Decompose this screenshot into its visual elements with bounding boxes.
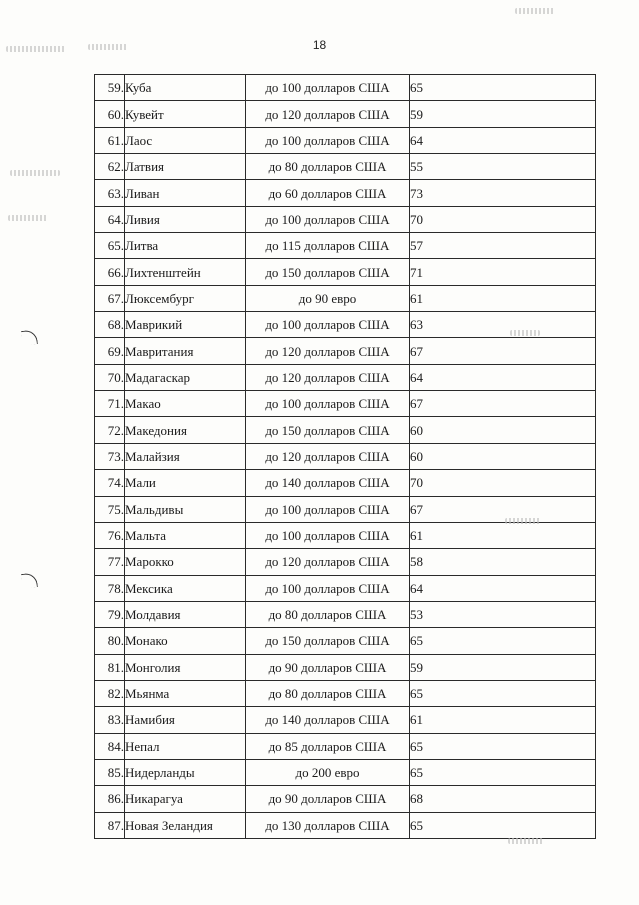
limit-value: до 80 долларов США: [246, 601, 410, 627]
country-name: Новая Зеландия: [125, 812, 246, 838]
count-value: 53: [410, 601, 596, 627]
count-value: 59: [410, 654, 596, 680]
count-value: 61: [410, 707, 596, 733]
row-number: 79.: [95, 601, 125, 627]
count-value: 65: [410, 75, 596, 101]
row-number: 86.: [95, 786, 125, 812]
count-value: 67: [410, 496, 596, 522]
limit-value: до 200 евро: [246, 759, 410, 785]
table-row: [95, 575, 596, 601]
row-number: 68.: [95, 312, 125, 338]
country-name: Ливан: [125, 180, 246, 206]
count-value: 67: [410, 338, 596, 364]
limit-value: до 150 долларов США: [246, 628, 410, 654]
table-row: [95, 338, 596, 364]
country-name: Макао: [125, 391, 246, 417]
table-row: [95, 443, 596, 469]
country-name: Мальдивы: [125, 496, 246, 522]
limit-value: до 120 долларов США: [246, 549, 410, 575]
table-row: [95, 154, 596, 180]
limit-value: до 85 долларов США: [246, 733, 410, 759]
limit-value: до 140 долларов США: [246, 707, 410, 733]
count-value: 58: [410, 549, 596, 575]
scan-noise: [505, 518, 541, 524]
country-name: Куба: [125, 75, 246, 101]
country-name: Лихтенштейн: [125, 259, 246, 285]
row-number: 87.: [95, 812, 125, 838]
row-number: 61.: [95, 127, 125, 153]
table-row: [95, 101, 596, 127]
limit-value: до 100 долларов США: [246, 391, 410, 417]
country-name: Ливия: [125, 206, 246, 232]
limit-value: до 150 долларов США: [246, 417, 410, 443]
row-number: 66.: [95, 259, 125, 285]
table-row: [95, 522, 596, 548]
table-row: [95, 733, 596, 759]
row-number: 82.: [95, 680, 125, 706]
country-name: Мальта: [125, 522, 246, 548]
country-name: Намибия: [125, 707, 246, 733]
count-value: 64: [410, 127, 596, 153]
count-value: 68: [410, 786, 596, 812]
limit-value: до 120 долларов США: [246, 443, 410, 469]
count-value: 55: [410, 154, 596, 180]
country-name: Кувейт: [125, 101, 246, 127]
limit-value: до 100 долларов США: [246, 127, 410, 153]
table-row: [95, 417, 596, 443]
margin-mark: [21, 329, 38, 346]
count-value: 60: [410, 443, 596, 469]
row-number: 83.: [95, 707, 125, 733]
table-row: [95, 391, 596, 417]
row-number: 84.: [95, 733, 125, 759]
row-number: 78.: [95, 575, 125, 601]
limit-value: до 130 долларов США: [246, 812, 410, 838]
limit-value: до 90 евро: [246, 285, 410, 311]
limit-value: до 100 долларов США: [246, 206, 410, 232]
table-row: [95, 364, 596, 390]
row-number: 81.: [95, 654, 125, 680]
table-row: [95, 233, 596, 259]
row-number: 76.: [95, 522, 125, 548]
row-number: 85.: [95, 759, 125, 785]
country-name: Мали: [125, 470, 246, 496]
row-number: 80.: [95, 628, 125, 654]
limit-value: до 120 долларов США: [246, 364, 410, 390]
limit-value: до 120 долларов США: [246, 338, 410, 364]
table-row: [95, 759, 596, 785]
count-value: 65: [410, 628, 596, 654]
country-name: Мексика: [125, 575, 246, 601]
table-row: [95, 127, 596, 153]
country-name: Мадагаскар: [125, 364, 246, 390]
country-name: Македония: [125, 417, 246, 443]
country-name: Лаос: [125, 127, 246, 153]
count-value: 65: [410, 759, 596, 785]
count-value: 61: [410, 285, 596, 311]
limit-value: до 60 долларов США: [246, 180, 410, 206]
row-number: 63.: [95, 180, 125, 206]
limit-value: до 100 долларов США: [246, 522, 410, 548]
country-name: Маврикий: [125, 312, 246, 338]
row-number: 75.: [95, 496, 125, 522]
count-value: 67: [410, 391, 596, 417]
count-value: 65: [410, 680, 596, 706]
count-value: 60: [410, 417, 596, 443]
margin-mark: [21, 572, 38, 589]
row-number: 69.: [95, 338, 125, 364]
table-row: [95, 628, 596, 654]
country-name: Непал: [125, 733, 246, 759]
count-value: 70: [410, 206, 596, 232]
limit-value: до 100 долларов США: [246, 496, 410, 522]
table-row: [95, 259, 596, 285]
table-row: [95, 601, 596, 627]
country-name: Малайзия: [125, 443, 246, 469]
country-name: Монако: [125, 628, 246, 654]
count-value: 61: [410, 522, 596, 548]
scan-noise: [510, 330, 540, 336]
country-table: [94, 74, 596, 839]
row-number: 72.: [95, 417, 125, 443]
country-name: Нидерланды: [125, 759, 246, 785]
row-number: 64.: [95, 206, 125, 232]
row-number: 59.: [95, 75, 125, 101]
table-row: [95, 470, 596, 496]
count-value: 73: [410, 180, 596, 206]
count-value: 64: [410, 575, 596, 601]
country-name: Марокко: [125, 549, 246, 575]
table-row: [95, 812, 596, 838]
table-row: [95, 549, 596, 575]
count-value: 59: [410, 101, 596, 127]
count-value: 63: [410, 312, 596, 338]
count-value: 65: [410, 812, 596, 838]
row-number: 60.: [95, 101, 125, 127]
table-row: [95, 180, 596, 206]
scan-noise: [10, 170, 60, 176]
row-number: 77.: [95, 549, 125, 575]
count-value: 64: [410, 364, 596, 390]
table-row: [95, 786, 596, 812]
limit-value: до 115 долларов США: [246, 233, 410, 259]
limit-value: до 100 долларов США: [246, 75, 410, 101]
row-number: 71.: [95, 391, 125, 417]
row-number: 65.: [95, 233, 125, 259]
row-number: 73.: [95, 443, 125, 469]
limit-value: до 120 долларов США: [246, 101, 410, 127]
row-number: 74.: [95, 470, 125, 496]
limit-value: до 80 долларов США: [246, 680, 410, 706]
table-row: [95, 206, 596, 232]
row-number: 62.: [95, 154, 125, 180]
country-name: Никарагуа: [125, 786, 246, 812]
country-name: Мьянма: [125, 680, 246, 706]
limit-value: до 80 долларов США: [246, 154, 410, 180]
table-body: [95, 75, 596, 839]
table-row: [95, 707, 596, 733]
scan-noise: [8, 215, 48, 221]
country-name: Мавритания: [125, 338, 246, 364]
count-value: 57: [410, 233, 596, 259]
row-number: 67.: [95, 285, 125, 311]
country-name: Литва: [125, 233, 246, 259]
limit-value: до 100 долларов США: [246, 575, 410, 601]
table-row: [95, 680, 596, 706]
limit-value: до 90 долларов США: [246, 654, 410, 680]
table-row: [95, 654, 596, 680]
count-value: 71: [410, 259, 596, 285]
limit-value: до 100 долларов США: [246, 312, 410, 338]
country-name: Люксембург: [125, 285, 246, 311]
scan-noise: [88, 44, 128, 50]
count-value: 65: [410, 733, 596, 759]
country-name: Латвия: [125, 154, 246, 180]
table-row: [95, 75, 596, 101]
count-value: 70: [410, 470, 596, 496]
row-number: 70.: [95, 364, 125, 390]
scan-noise: [508, 838, 544, 844]
country-name: Монголия: [125, 654, 246, 680]
limit-value: до 140 долларов США: [246, 470, 410, 496]
limit-value: до 150 долларов США: [246, 259, 410, 285]
scan-noise: [515, 8, 555, 14]
limit-value: до 90 долларов США: [246, 786, 410, 812]
page-number: 18: [312, 38, 327, 52]
scan-noise: [6, 46, 66, 52]
table-row: [95, 285, 596, 311]
country-name: Молдавия: [125, 601, 246, 627]
